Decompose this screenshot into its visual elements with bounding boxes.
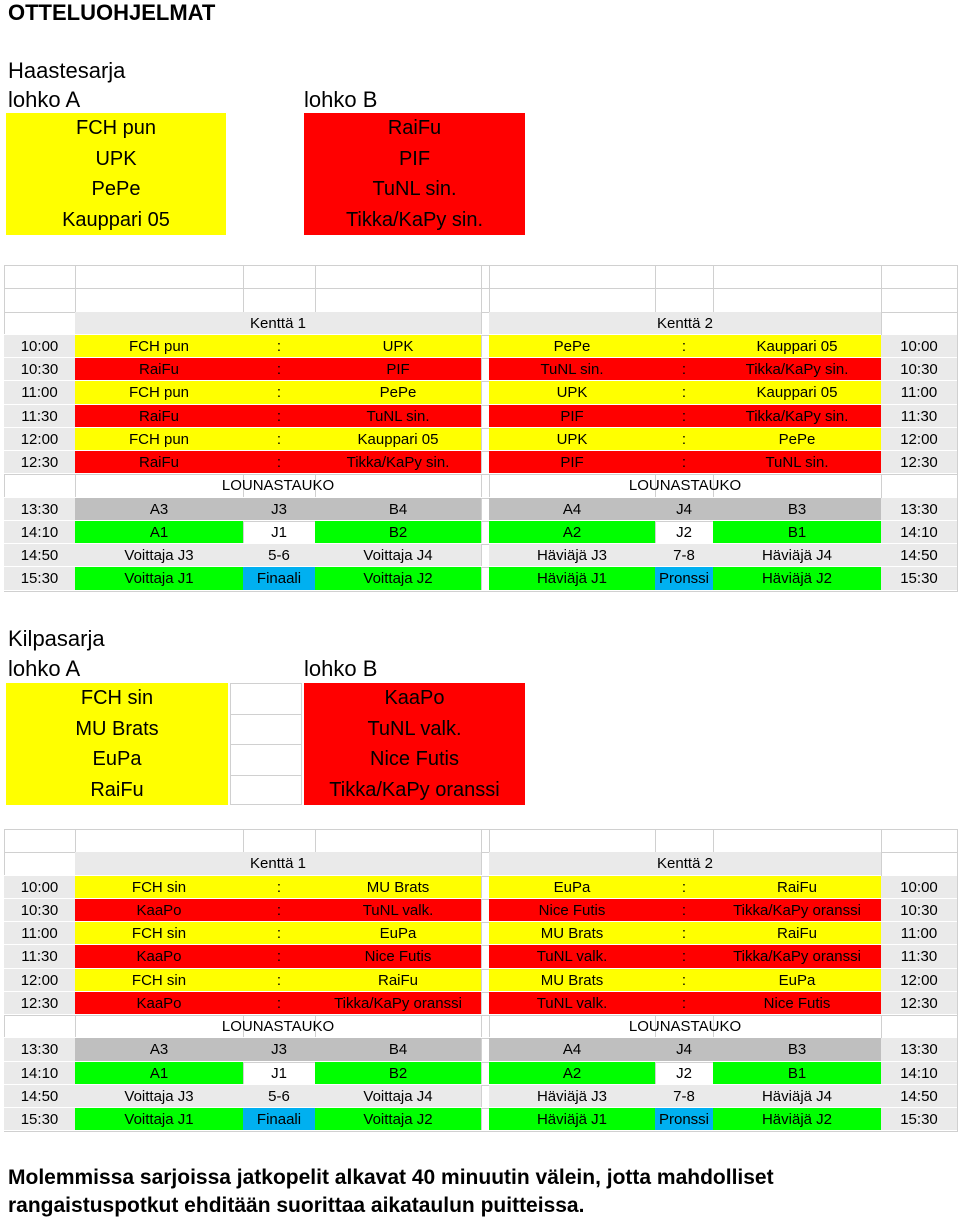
- home-team: A3: [75, 498, 243, 521]
- spacer-cell: [481, 381, 489, 404]
- spacer-cell: [481, 428, 489, 451]
- away-team: PePe: [713, 428, 881, 451]
- home-team: UPK: [489, 428, 655, 451]
- group-b-team-list: [304, 683, 525, 805]
- match-label: J1: [243, 521, 315, 544]
- home-team: FCH pun: [75, 428, 243, 451]
- field-header-row: [4, 312, 958, 335]
- home-team: MU Brats: [489, 969, 655, 992]
- match-time: 11:30: [881, 405, 957, 428]
- table-row: [4, 521, 958, 544]
- group-b-label: lohko B: [304, 656, 378, 681]
- team-name: RaiFu: [6, 775, 228, 806]
- match-time: 12:30: [4, 992, 75, 1015]
- table-row: [4, 498, 958, 521]
- score-separator: :: [243, 428, 315, 451]
- spacer-cell: [481, 1062, 489, 1085]
- score-separator: :: [655, 451, 713, 474]
- home-team: TuNL sin.: [489, 358, 655, 381]
- away-team: TuNL sin.: [713, 451, 881, 474]
- empty-cell: [4, 1015, 75, 1038]
- spacer-cell: [481, 1015, 489, 1038]
- spacer-cell: [481, 899, 489, 922]
- match-time: 12:30: [881, 451, 957, 474]
- score-separator: :: [655, 969, 713, 992]
- team-name: MU Brats: [6, 714, 228, 745]
- match-time: 12:30: [881, 992, 957, 1015]
- field-header-row: [4, 852, 958, 875]
- team-name: FCH pun: [6, 113, 226, 144]
- page-title: OTTELUOHJELMAT: [8, 0, 216, 25]
- match-time: 13:30: [4, 498, 75, 521]
- lunch-break-label: LOUNASTAUKO: [489, 1015, 881, 1038]
- home-team: TuNL valk.: [489, 945, 655, 968]
- table-row: [4, 381, 958, 404]
- home-team: RaiFu: [75, 405, 243, 428]
- group-a-label: lohko A: [8, 87, 81, 112]
- spacer-cell: [481, 498, 489, 521]
- away-team: Kauppari 05: [713, 381, 881, 404]
- home-team: Voittaja J3: [75, 1085, 243, 1108]
- table-row: [4, 1038, 958, 1061]
- spacer-cell: [481, 474, 489, 497]
- team-name: PePe: [6, 174, 226, 205]
- away-team: Häviäjä J2: [713, 567, 881, 590]
- match-time: 11:00: [4, 922, 75, 945]
- match-time: 10:30: [881, 899, 957, 922]
- match-label: Pronssi: [655, 1108, 713, 1131]
- lunch-row: [4, 474, 958, 497]
- home-team: A4: [489, 498, 655, 521]
- match-label: J2: [655, 1062, 713, 1085]
- match-time: 11:30: [4, 945, 75, 968]
- match-label: Finaali: [243, 567, 315, 590]
- away-team: PIF: [315, 358, 481, 381]
- home-team: PePe: [489, 335, 655, 358]
- score-separator: :: [243, 405, 315, 428]
- spacer-cell: [481, 876, 489, 899]
- table-row: [4, 544, 958, 567]
- match-time: 13:30: [881, 498, 957, 521]
- away-team: RaiFu: [315, 969, 481, 992]
- section-title-kilpasarja: Kilpasarja: [8, 626, 105, 651]
- lunch-break-label: LOUNASTAUKO: [75, 1015, 481, 1038]
- home-team: A2: [489, 1062, 655, 1085]
- match-time: 14:10: [881, 521, 957, 544]
- home-team: EuPa: [489, 876, 655, 899]
- home-team: UPK: [489, 381, 655, 404]
- match-time: 15:30: [4, 1108, 75, 1131]
- team-name: Nice Futis: [304, 744, 525, 775]
- match-time: 10:00: [4, 876, 75, 899]
- match-label: 5-6: [243, 544, 315, 567]
- lunch-break-label: LOUNASTAUKO: [489, 474, 881, 497]
- away-team: B4: [315, 498, 481, 521]
- match-time: 12:00: [881, 428, 957, 451]
- home-team: A2: [489, 521, 655, 544]
- away-team: TuNL valk.: [315, 899, 481, 922]
- match-time: 12:30: [4, 451, 75, 474]
- spacer-cell: [481, 544, 489, 567]
- match-time: 11:00: [881, 381, 957, 404]
- away-team: B2: [315, 521, 481, 544]
- score-separator: :: [655, 405, 713, 428]
- table-row: [4, 428, 958, 451]
- lunch-break-label: LOUNASTAUKO: [75, 474, 481, 497]
- away-team: Tikka/KaPy oranssi: [713, 899, 881, 922]
- match-time: 10:00: [881, 335, 957, 358]
- empty-cell-block: [230, 683, 302, 805]
- match-label: 7-8: [655, 1085, 713, 1108]
- away-team: B2: [315, 1062, 481, 1085]
- away-team: Häviäjä J2: [713, 1108, 881, 1131]
- match-time: 12:00: [4, 428, 75, 451]
- away-team: B3: [713, 1038, 881, 1061]
- spacer-cell: [481, 358, 489, 381]
- away-team: Voittaja J4: [315, 544, 481, 567]
- schedule-table-haastesarja: [4, 265, 958, 594]
- table-row: [4, 1108, 958, 1131]
- home-team: FCH pun: [75, 381, 243, 404]
- match-time: 14:10: [881, 1062, 957, 1085]
- spacer-cell: [481, 1038, 489, 1061]
- home-team: FCH sin: [75, 876, 243, 899]
- match-label: 7-8: [655, 544, 713, 567]
- spacer-cell: [481, 852, 489, 875]
- table-row: [4, 899, 958, 922]
- match-time: 15:30: [881, 567, 957, 590]
- spacer-cell: [481, 335, 489, 358]
- spacer-cell: [481, 1108, 489, 1131]
- spacer-cell: [481, 922, 489, 945]
- team-name: RaiFu: [304, 113, 525, 144]
- spacer-cell: [481, 312, 489, 335]
- match-time: 14:50: [881, 544, 957, 567]
- home-team: KaaPo: [75, 899, 243, 922]
- table-row: [4, 876, 958, 899]
- away-team: Kauppari 05: [713, 335, 881, 358]
- team-name: KaaPo: [304, 683, 525, 714]
- match-time: 11:30: [881, 945, 957, 968]
- away-team: Häviäjä J4: [713, 1085, 881, 1108]
- group-b-label: lohko B: [304, 87, 378, 112]
- table-row: [4, 405, 958, 428]
- away-team: RaiFu: [713, 876, 881, 899]
- schedule-table-kilpasarja: [4, 829, 958, 1134]
- team-name: TuNL sin.: [304, 174, 525, 205]
- match-time: 11:30: [4, 405, 75, 428]
- match-time: 10:30: [4, 899, 75, 922]
- score-separator: :: [243, 992, 315, 1015]
- spacer-cell: [481, 405, 489, 428]
- spacer-cell: [481, 945, 489, 968]
- match-time: 10:30: [4, 358, 75, 381]
- match-label: J1: [243, 1062, 315, 1085]
- home-team: A1: [75, 521, 243, 544]
- home-team: Nice Futis: [489, 899, 655, 922]
- table-row: [4, 992, 958, 1015]
- match-time: 12:00: [4, 969, 75, 992]
- team-name: Tikka/KaPy sin.: [304, 205, 525, 236]
- home-team: Voittaja J1: [75, 1108, 243, 1131]
- home-team: RaiFu: [75, 358, 243, 381]
- spacer-cell: [481, 969, 489, 992]
- match-label: J4: [655, 498, 713, 521]
- lunch-row: [4, 1015, 958, 1038]
- away-team: TuNL sin.: [315, 405, 481, 428]
- score-separator: :: [655, 922, 713, 945]
- table-row: [4, 969, 958, 992]
- team-name: Kauppari 05: [6, 205, 226, 236]
- match-label: J4: [655, 1038, 713, 1061]
- away-team: Nice Futis: [315, 945, 481, 968]
- score-separator: :: [655, 381, 713, 404]
- match-time: 11:00: [4, 381, 75, 404]
- table-row: [4, 567, 958, 590]
- home-team: KaaPo: [75, 945, 243, 968]
- team-name: TuNL valk.: [304, 714, 525, 745]
- away-team: Voittaja J2: [315, 1108, 481, 1131]
- match-label: J2: [655, 521, 713, 544]
- home-team: FCH sin: [75, 922, 243, 945]
- footer-note: Molemmissa sarjoissa jatkopelit alkavat 40 minuutin välein, jotta mahdolliset rangaistuspotkut ehditään suorittaa aikataulun puitteissa.: [8, 1166, 774, 1217]
- table-row: [4, 335, 958, 358]
- match-time: 10:30: [881, 358, 957, 381]
- score-separator: :: [655, 945, 713, 968]
- home-team: A1: [75, 1062, 243, 1085]
- home-team: Häviäjä J3: [489, 1085, 655, 1108]
- match-time: 13:30: [881, 1038, 957, 1061]
- score-separator: :: [655, 876, 713, 899]
- away-team: Tikka/KaPy oranssi: [713, 945, 881, 968]
- score-separator: :: [655, 428, 713, 451]
- match-label: Pronssi: [655, 567, 713, 590]
- away-team: RaiFu: [713, 922, 881, 945]
- home-team: PIF: [489, 405, 655, 428]
- score-separator: :: [243, 381, 315, 404]
- match-time: 14:10: [4, 1062, 75, 1085]
- score-separator: :: [243, 922, 315, 945]
- away-team: Tikka/KaPy sin.: [713, 405, 881, 428]
- empty-cell: [4, 852, 75, 875]
- home-team: Voittaja J1: [75, 567, 243, 590]
- field-1-header: Kenttä 1: [75, 852, 481, 875]
- group-a-team-list: [6, 683, 228, 805]
- spacer-cell: [481, 992, 489, 1015]
- team-name: FCH sin: [6, 683, 228, 714]
- away-team: EuPa: [713, 969, 881, 992]
- group-b-team-list: [304, 113, 525, 235]
- match-label: J3: [243, 498, 315, 521]
- match-time: 13:30: [4, 1038, 75, 1061]
- home-team: TuNL valk.: [489, 992, 655, 1015]
- home-team: Häviäjä J1: [489, 1108, 655, 1131]
- away-team: Häviäjä J4: [713, 544, 881, 567]
- score-separator: :: [243, 358, 315, 381]
- match-time: 12:00: [881, 969, 957, 992]
- field-2-header: Kenttä 2: [489, 852, 881, 875]
- home-team: Häviäjä J3: [489, 544, 655, 567]
- score-separator: :: [243, 899, 315, 922]
- away-team: Tikka/KaPy sin.: [315, 451, 481, 474]
- away-team: EuPa: [315, 922, 481, 945]
- empty-cell: [4, 312, 75, 335]
- table-row: [4, 922, 958, 945]
- score-separator: :: [655, 992, 713, 1015]
- away-team: B1: [713, 521, 881, 544]
- score-separator: :: [655, 899, 713, 922]
- home-team: KaaPo: [75, 992, 243, 1015]
- match-time: 14:50: [881, 1085, 957, 1108]
- home-team: Häviäjä J1: [489, 567, 655, 590]
- home-team: PIF: [489, 451, 655, 474]
- table-row: [4, 358, 958, 381]
- team-name: Tikka/KaPy oranssi: [304, 775, 525, 806]
- group-a-team-list: [6, 113, 226, 235]
- empty-cell: [4, 474, 75, 497]
- spacer-cell: [481, 451, 489, 474]
- match-label: 5-6: [243, 1085, 315, 1108]
- team-name: UPK: [6, 144, 226, 175]
- score-separator: :: [243, 876, 315, 899]
- match-label: J3: [243, 1038, 315, 1061]
- match-time: 15:30: [881, 1108, 957, 1131]
- score-separator: :: [655, 358, 713, 381]
- away-team: Voittaja J2: [315, 567, 481, 590]
- away-team: Kauppari 05: [315, 428, 481, 451]
- match-time: 14:50: [4, 1085, 75, 1108]
- home-team: FCH pun: [75, 335, 243, 358]
- home-team: FCH sin: [75, 969, 243, 992]
- match-time: 14:50: [4, 544, 75, 567]
- score-separator: :: [243, 969, 315, 992]
- match-time: 10:00: [881, 876, 957, 899]
- spacer-cell: [481, 567, 489, 590]
- home-team: Voittaja J3: [75, 544, 243, 567]
- away-team: Tikka/KaPy sin.: [713, 358, 881, 381]
- spacer-cell: [481, 1085, 489, 1108]
- spacer-cell: [481, 521, 489, 544]
- field-2-header: Kenttä 2: [489, 312, 881, 335]
- match-time: 15:30: [4, 567, 75, 590]
- section-title-haastesarja: Haastesarja: [8, 58, 126, 83]
- away-team: B1: [713, 1062, 881, 1085]
- team-name: PIF: [304, 144, 525, 175]
- away-team: B4: [315, 1038, 481, 1061]
- home-team: A3: [75, 1038, 243, 1061]
- away-team: UPK: [315, 335, 481, 358]
- match-time: 11:00: [881, 922, 957, 945]
- table-row: [4, 451, 958, 474]
- home-team: RaiFu: [75, 451, 243, 474]
- away-team: Tikka/KaPy oranssi: [315, 992, 481, 1015]
- away-team: PePe: [315, 381, 481, 404]
- table-row: [4, 1085, 958, 1108]
- match-time: 10:00: [4, 335, 75, 358]
- away-team: B3: [713, 498, 881, 521]
- match-time: 14:10: [4, 521, 75, 544]
- away-team: MU Brats: [315, 876, 481, 899]
- score-separator: :: [243, 335, 315, 358]
- away-team: Voittaja J4: [315, 1085, 481, 1108]
- score-separator: :: [243, 451, 315, 474]
- field-1-header: Kenttä 1: [75, 312, 481, 335]
- match-label: Finaali: [243, 1108, 315, 1131]
- team-name: EuPa: [6, 744, 228, 775]
- table-row: [4, 1062, 958, 1085]
- home-team: MU Brats: [489, 922, 655, 945]
- score-separator: :: [243, 945, 315, 968]
- group-a-label: lohko A: [8, 656, 81, 681]
- home-team: A4: [489, 1038, 655, 1061]
- table-row: [4, 945, 958, 968]
- score-separator: :: [655, 335, 713, 358]
- away-team: Nice Futis: [713, 992, 881, 1015]
